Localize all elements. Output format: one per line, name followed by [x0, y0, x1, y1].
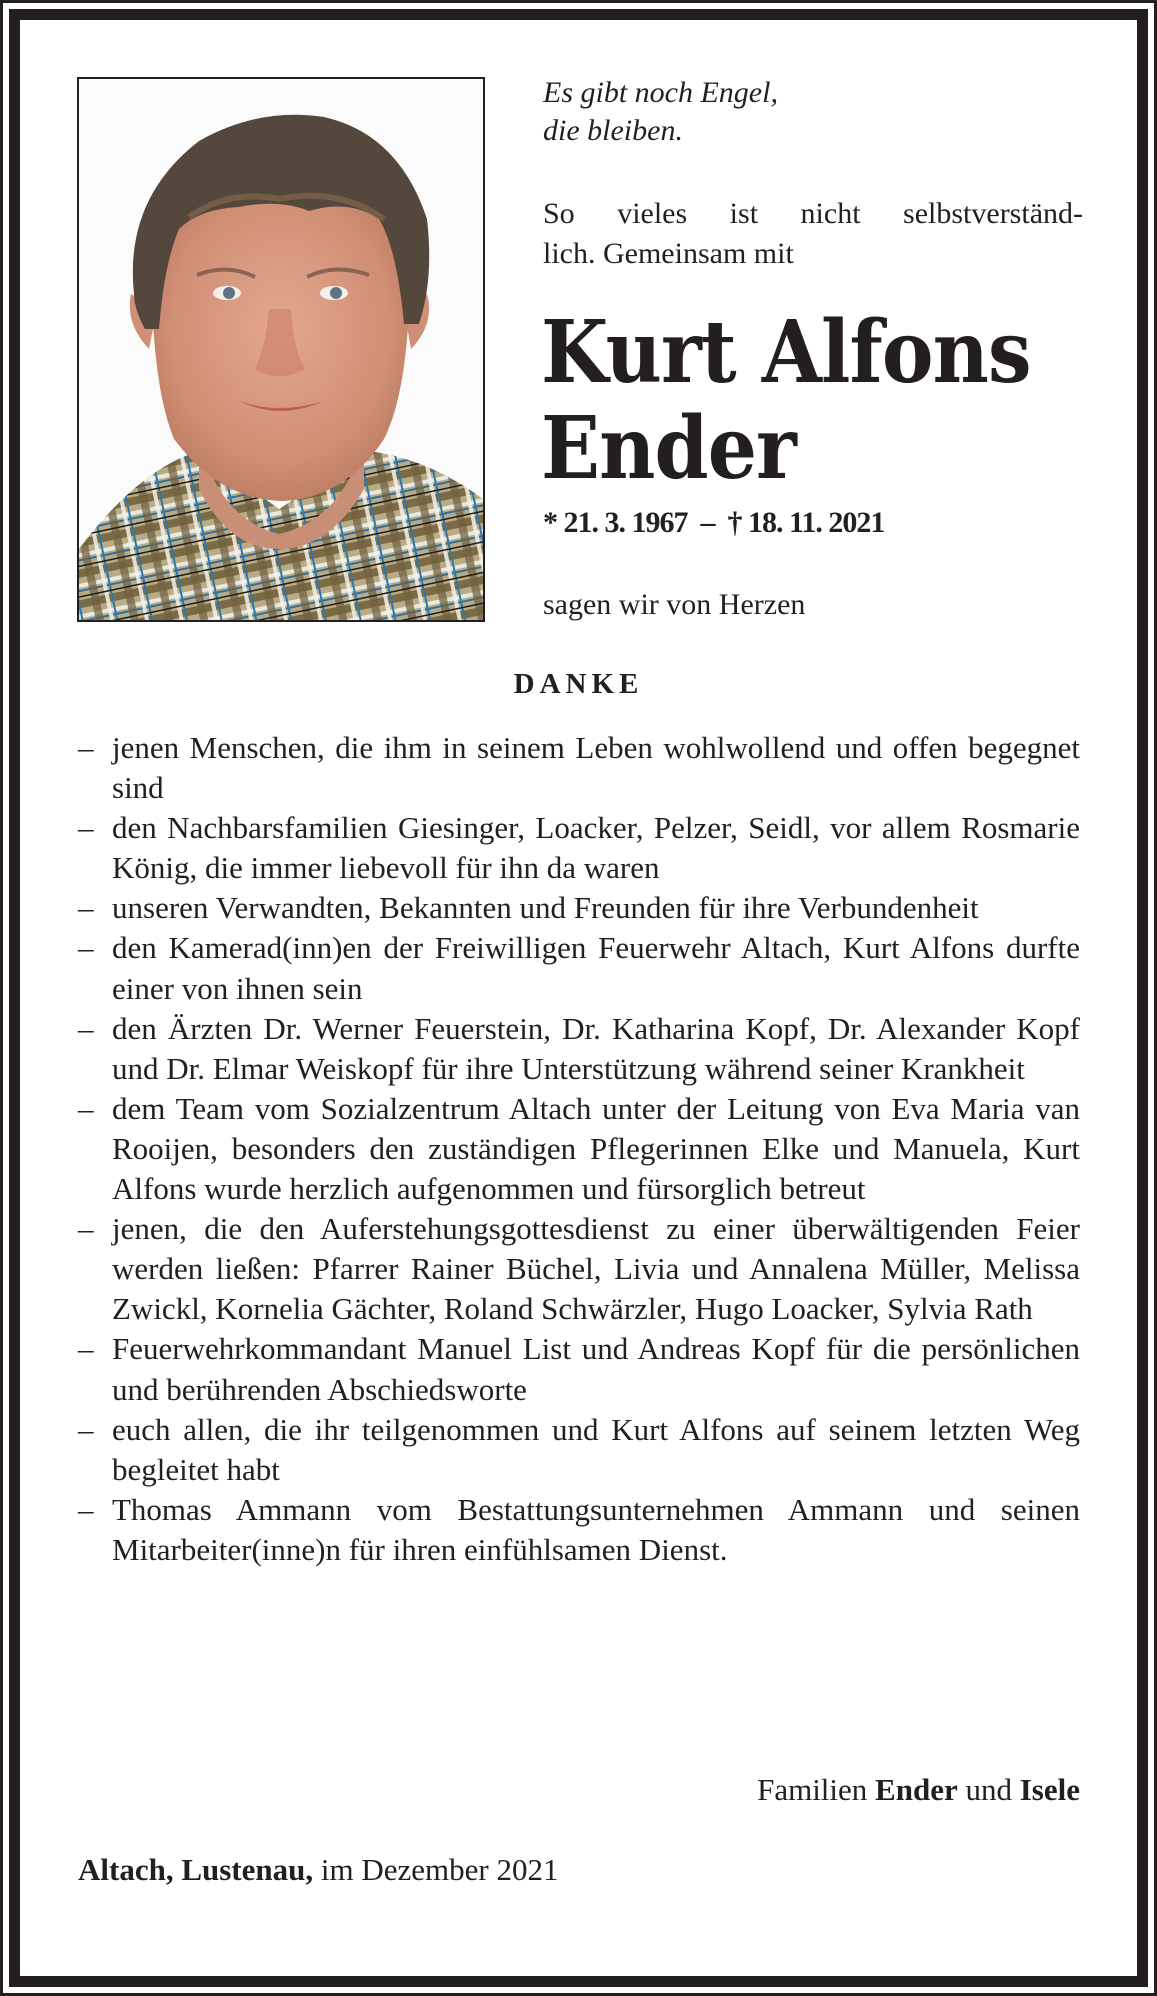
thanks-item: [78, 1209, 1080, 1329]
bullet-dash: –: [78, 890, 94, 926]
thanks-item: [78, 928, 1080, 1008]
bullet-dash: –: [78, 1491, 94, 1527]
thanks-item: [78, 888, 1080, 928]
thanks-list: [78, 728, 1080, 1570]
bullet-dash: –: [78, 1090, 94, 1126]
bullet-dash: –: [78, 1010, 94, 1046]
name-line-1: Kurt Alfons: [541, 302, 1031, 403]
thanks-item: [78, 1329, 1080, 1409]
thanks-item-text: unseren Verwandten, Bekannten und Freunden für ihre Verbundenheit: [112, 890, 979, 926]
thanks-item-text: jenen Menschen, die ihm in seinem Leben wohlwollend und offen begegnet sind: [112, 730, 1080, 806]
name-line-2: Ender: [541, 398, 796, 499]
quote-line-1: Es gibt noch Engel,: [543, 76, 778, 109]
intro-line-2: lich. Gemeinsam mit: [543, 237, 794, 270]
signature-prefix: Familien: [757, 1772, 876, 1807]
bullet-dash: –: [78, 1331, 94, 1367]
thanks-item: [78, 1089, 1080, 1209]
signature-family-2: Isele: [1019, 1772, 1080, 1807]
date-text: im Dezember 2021: [313, 1852, 559, 1887]
life-dates: * 21. 3. 1967 – † 18. 11. 2021: [543, 506, 885, 539]
signature-family-1: Ender: [875, 1772, 958, 1807]
thanks-item-text: dem Team vom Sozialzentrum Altach unter der Leitung von Eva Maria van Rooijen, besonders den zuständigen Pflegerinnen Elke und Manuela, Kurt Alfons wurde herzlich aufgenommen und fürsorglich betreut: [112, 1090, 1080, 1207]
quote-line-2: die bleiben.: [543, 114, 683, 147]
thanks-item: [78, 1490, 1080, 1570]
bullet-dash: –: [78, 930, 94, 966]
thanks-item-text: den Kamerad(inn)en der Freiwilligen Feuerwehr Altach, Kurt Alfons durfte einer von ihnen sein: [112, 930, 1080, 1006]
danke-heading: DANKE: [513, 668, 644, 700]
thanks-item: [78, 728, 1080, 808]
quote: [543, 74, 778, 150]
thanks-item: [78, 808, 1080, 888]
sagen-text: sagen wir von Herzen: [543, 588, 806, 621]
bullet-dash: –: [78, 810, 94, 846]
thanks-item: [78, 1009, 1080, 1089]
bullet-dash: –: [78, 1211, 94, 1247]
thanks-item-text: Thomas Ammann vom Bestattungsunternehmen Ammann und seinen Mitarbeiter(inne)n für ihren einfühlsamen Dienst.: [112, 1491, 1080, 1567]
place-names: Altach, Lustenau,: [78, 1852, 314, 1887]
signature: [757, 1772, 1080, 1808]
signature-joiner: und: [957, 1772, 1020, 1807]
deceased-name: [541, 302, 1031, 499]
thanks-item-text: euch allen, die ihr teilgenommen und Kurt Alfons auf seinem letzten Weg begleitet habt: [112, 1411, 1080, 1487]
portrait-photo: [77, 77, 485, 622]
bullet-dash: –: [78, 1411, 94, 1447]
thanks-item-text: den Ärzten Dr. Werner Feuerstein, Dr. Katharina Kopf, Dr. Alexander Kopf und Dr. Elmar Weiskopf für ihre Unterstützung während seiner Krankheit: [112, 1010, 1080, 1086]
intro-text: [543, 194, 1083, 274]
bullet-dash: –: [78, 730, 94, 765]
place-date: [78, 1852, 558, 1888]
thanks-item-text: jenen, die den Auferstehungsgottesdienst zu einer überwältigenden Feier werden ließen: Pfarrer Rainer Büchel, Livia und Annalena Müller, Melissa Zwickl, Kornelia Gächter, Roland Schwärzler, Hugo Loacker, Sylvia Rath: [112, 1211, 1080, 1327]
intro-line-1: So vieles ist nicht selbstverständ-: [543, 197, 1083, 230]
thanks-item: [78, 1410, 1080, 1490]
portrait-illustration: [79, 79, 483, 620]
thanks-item-text: den Nachbarsfamilien Giesinger, Loacker, Pelzer, Seidl, vor allem Rosmarie König, die immer liebevoll für ihn da waren: [112, 810, 1080, 886]
thanks-item-text: Feuerwehrkommandant Manuel List und Andreas Kopf für die persönlichen und berührenden Abschiedsworte: [112, 1331, 1080, 1407]
